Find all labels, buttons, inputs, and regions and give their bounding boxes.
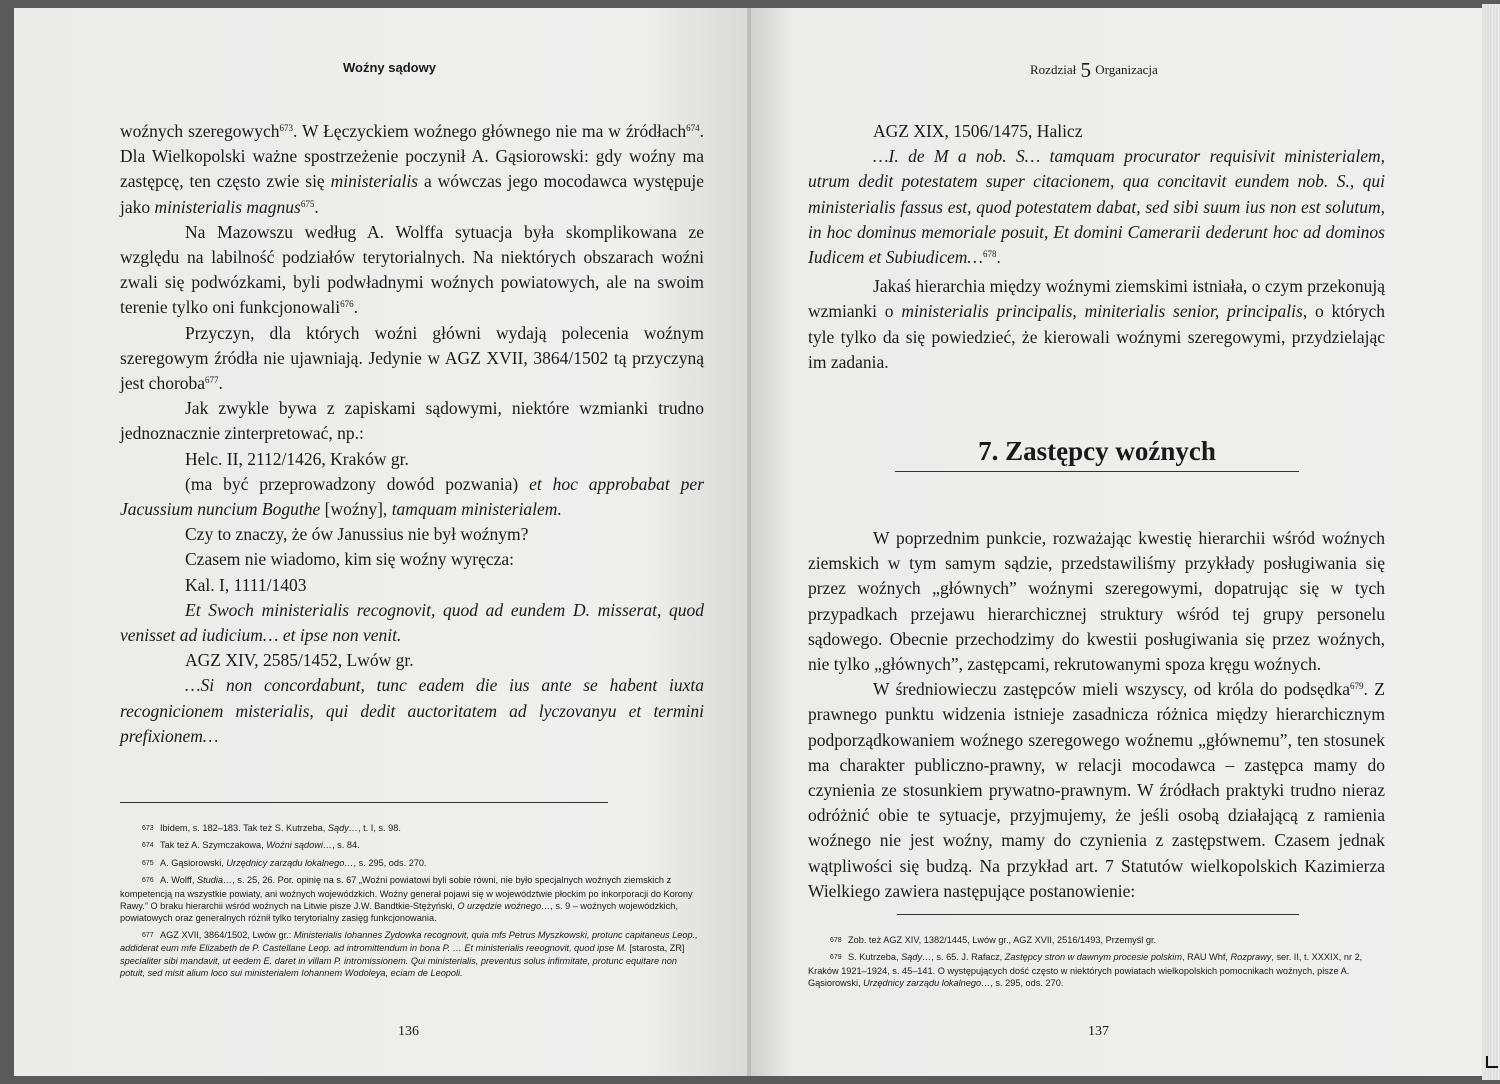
- quote: …Si non concordabunt, tunc eadem die ius ante se habent iuxta recognicionem misterialis, qui dedit auctoritatem ad lyczovanyu et termini prefixionem…: [120, 675, 704, 746]
- page-number-right: 137: [1088, 1024, 1109, 1039]
- quote: …I. de M a nob. S… tamquam procurator requisivit ministerialem, utrum dedit potestatem super citacionem, qua concitavit eundem nob. S., qui ministerialis fassus est, quod potestatem dabat, sed sibi suum ius non est solutum, in hoc dominus memoriale posuit, Et domini Camerarii dederunt hoc ad dominos Iudicem et Subiudicem…$^{678}$.: [808, 146, 1385, 268]
- book-spine: [747, 8, 751, 1076]
- paragraph: W poprzednim punkcie, rozważając kwestię hierarchii wśród woźnych ziemskich w tym samym sądzie, przedstawiliśmy przykłady posługiwania się przez woźnych „głównych” woźnymi szeregowymi, dopatrując się w tych przypadkach przejawu hierarchicznej struktury wśród tej grupy personelu sądowego. Obecnie przechodzimy do kwestii posługiwania się przez woźnych, nie tylko „głównych”, zastępcami, rekrutowanymi spoza kręgu woźnych.: [808, 528, 1385, 675]
- right-body-text-top: [808, 119, 1385, 375]
- paragraph: woźnych szeregowych$^{673}$. W Łęczyckiem woźnego głównego nie ma w źródłach$^{674}$. Dla Wielkopolski ważne spostrzeżenie poczynił A. Gąsiorowski: gdy woźny ma zastępcę, ten często zwie się ministerialis a wówczas jego mocodawca występuje jako ministerialis magnus$^{675}$.: [120, 121, 705, 217]
- footnote: 676 A. Wolff, Studia…, s. 25, 26. Por. opinię na s. 67 „Woźni powiatowi byli sobie równi, nie było specjalnych woźnych ziemskich z kompetencją na wszystkie powiaty, ani woźnych wojewódzkich. Woźny generał pojawi się w województwie płockim po inkorporacji do Korony Rawy.” O braku hierarchii wśród woźnych na Litwie pisze J.W. Bandtkie-Stężyński, O urzędzie woźnego…, s. 9 – woźnych wojewódzkich, powiatowych oraz generalnych różnił tylko terytorialny zasięg funkcjonowania.: [120, 875, 693, 924]
- paragraph: Czy to znaczy, że ów Janussius nie był woźnym?: [185, 524, 529, 545]
- paragraph: Na Mazowszu według A. Wolffa sytuacja była skomplikowana ze względu na labilność podziałów terytorialnych. Na niektórych obszarach woźni zwali się podwózkami, byli podwładnymi woźnych powiatowych, ale na swoim terenie tylko oni funkcjonowali$^{676}$.: [120, 221, 704, 318]
- footnotes-right: [808, 934, 1386, 994]
- footnote-rule: [120, 802, 608, 803]
- left-body-text: [120, 119, 704, 749]
- paragraph: W średniowieczu zastępców mieli wszyscy, od króla do podsędka$^{679}$. Z prawnego punktu widzenia istnieje zasadnicza różnica między hierarchicznym podporządkowaniem woźnego szeregowego woźnemu „głównemu”, ten stosunek ma charakter publiczno-prawny, w relacji mocodawca – zastępca mamy do czynienia ze stosunkiem prywatno-prawnym. W źródłach praktyki trudno nieraz odróżnić obie te sytuacje, przyjmujemy, że jeśli osobą działającą z ramienia woźnego nie jest woźny, mamy do czynienia z zastępstwem. Czasem jednak wątpliwości się budzą. Na przykład art. 7 Statutów wielkopolskich Kazimierza Wielkiego zawiera następujące postanowienie:: [808, 679, 1385, 901]
- quote: Et Swoch ministerialis recognovit, quod ad eundem D. misserat, quod venisset ad iudicium… et ipse non venit.: [120, 599, 704, 646]
- footnote: 673 Ibidem, s. 182–183. Tak też S. Kutrzeba, Sądy…, t. I, s. 98.: [142, 823, 401, 833]
- footnote: 675 A. Gąsiorowski, Urzędnicy zarządu lokalnego…, s. 295, ods. 270.: [142, 857, 427, 868]
- source-citation: Helc. II, 2112/1426, Kraków gr.: [185, 448, 409, 469]
- chapter-title: 7. Zastępcy woźnych: [895, 436, 1299, 472]
- running-head-right: Rozdział 5 Organizacja: [1030, 58, 1158, 82]
- page-edges: [1482, 4, 1500, 1080]
- right-body-text: [808, 526, 1385, 904]
- paragraph: Czasem nie wiadomo, kim się woźny wyręcza:: [185, 549, 514, 570]
- footnote: 678 Zob. też AGZ XIV, 1382/1445, Lwów gr., AGZ XVII, 2516/1493, Przemyśl gr.: [830, 935, 1157, 945]
- scan-corner-mark: [1486, 1056, 1498, 1068]
- running-head-left: Woźny sądowy: [343, 60, 436, 75]
- quote: (ma być przeprowadzony dowód pozwania) et hoc approbabat per Jacussium nuncium Boguthe [woźny], tamquam ministerialem.: [120, 473, 705, 520]
- page-number-left: 136: [398, 1024, 419, 1039]
- footnote: 677 AGZ XVII, 3864/1502, Lwów gr.: Ministerialis Iohannes Zydowka recognovit, quia mfs Petrus Myszkowski, protunc capitaneus Leop., addiderat eum mfe Elizabeth de P. Castellane Leop. ad intromittendum in bona P. … Et ministerialis reeognovit, quod ipse M. [starosta, ZR] specialiter sibi mandavit, ut eedem E. daret in villam P. intromissionem. Qui ministerialis, preventus solus infirmitate, protunc equitare non potuit, sed misit alium loco sui ministerialem Iohannem Wodoleya, eciam de Leopoli.: [120, 929, 698, 979]
- paragraph: Jak zwykle bywa z zapiskami sądowymi, niektóre wzmianki trudno jednoznacznie zinterpretować, np.:: [120, 398, 704, 444]
- paragraph: Przyczyn, dla których woźni główni wydają polecenia woźnym szeregowym źródła nie ujawniają. Jedynie w AGZ XVII, 3864/1502 tą przyczyną jest choroba$^{677}$.: [120, 322, 704, 394]
- footnotes-left: [120, 822, 698, 983]
- footnote-rule: [897, 914, 1299, 915]
- footnote: 679 S. Kutrzeba, Sądy…, s. 65. J. Rafacz, Zastępcy stron w dawnym procesie polskim, RAU Whf, Rozprawy, ser. II, t. XXXIX, nr 2, Kraków 1921–1924, s. 45–141. O występujących dość często w niektórych powiatach wielkopolskich pomocnikach woźnych, pisze A. Gąsiorowski, Urzędnicy zarządu lokalnego…, s. 295, ods. 270.: [808, 952, 1363, 989]
- source-citation: Kal. I, 1111/1403: [185, 574, 307, 595]
- source-citation: AGZ XIX, 1506/1475, Halicz: [873, 121, 1083, 141]
- footnote: 674 Tak też A. Szymczakowa, Woźni sądowi…, s. 84.: [142, 840, 360, 851]
- paragraph: Jakaś hierarchia między woźnymi ziemskimi istniała, o czym przekonują wzmianki o ministerialis principalis, miniterialis senior, principalis, o których tyle tylko da się powiedzieć, że kierowali woźnymi szeregowymi, przydzielając im zadania.: [808, 276, 1385, 372]
- source-citation: AGZ XIV, 2585/1452, Lwów gr.: [185, 650, 414, 671]
